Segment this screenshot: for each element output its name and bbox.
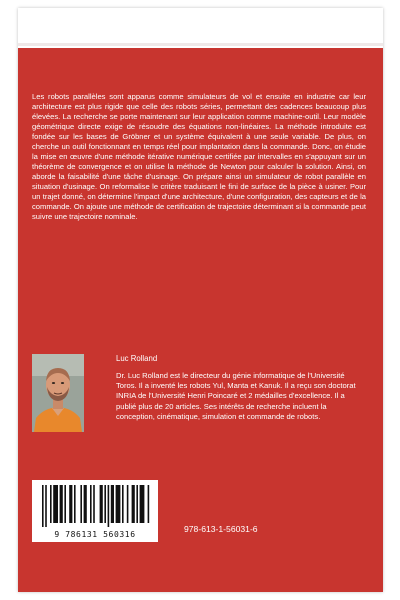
abstract-text: Les robots parallèles sont apparus comme simulateurs de vol et ensuite en industrie car leur architecture est plus rigide que celle des robots séries, permettant des cadences beaucoup plus élevées. La recherche se porte maintenant sur leur application comme machine-outil. Leur modèle géométrique directe exige de résoudre des équations non-linéaires. La méthode introduite est fondée sur les bases de Gröbner et un système équivalent à une seule variable. De plus, on cherche un outil fonctionnant en temps réel pour implantation dans la commande. Donc, on étudie la mise en œuvre d'une méthode itérative numérique certifiée par intervalles en s'appuyant sur un théorème de convergence et on utilise la méthode de Newton pour calculer la solution. Ainsi, on aborde la faisabilité d'une tâche d'usinage. On prépare ainsi un simulateur de robot parallèle en situation d'usinage. On reformalise le critère traduisant le fini de surface de la pièce à usiner. Pour un trajet donné, on détermine l'impact d'une architecture, d'une configuration, des capteurs et de la commande. On ajoute une méthode de certification de trajectoire déterminant si la commande peut suivre une trajectoire nominale. xyxy=(32,92,366,221)
top-white-band xyxy=(18,8,383,48)
barcode-bar xyxy=(84,485,87,523)
barcode-bar xyxy=(127,485,129,523)
isbn-number: 978-613-1-56031-6 xyxy=(184,524,258,534)
barcode-bar xyxy=(74,485,76,523)
back-cover xyxy=(18,8,383,592)
barcode-bar xyxy=(45,485,47,527)
barcode-bar xyxy=(64,485,66,523)
barcode xyxy=(32,480,158,542)
author-bio: Dr. Luc Rolland est le directeur du génie informatique de l'Université Toros. Il a inventé les robots Yul, Manta et Kanuk. Il a reçu son doctorat INRIA de l'Université Henri Poincaré et 2 médailles d'excellence. Il a publié plus de 20 articles. Ses intérêts de recherche incluent la conception, cinématique, simulation et commande de robots. xyxy=(116,371,356,421)
barcode-bar xyxy=(148,485,150,523)
barcode-bar xyxy=(132,485,135,523)
barcode-bars xyxy=(40,485,150,527)
barcode-bar xyxy=(116,485,121,523)
barcode-bar xyxy=(80,485,82,523)
top-band-strip xyxy=(18,43,383,46)
barcode-bar xyxy=(93,485,95,523)
barcode-bar xyxy=(100,485,103,523)
barcode-bar xyxy=(108,485,110,527)
barcode-bar xyxy=(140,485,145,523)
barcode-bar xyxy=(50,485,52,523)
barcode-bar xyxy=(136,485,138,523)
barcode-bar xyxy=(60,485,63,523)
author-photo xyxy=(32,354,84,432)
barcode-bar xyxy=(111,485,114,523)
barcode-bar xyxy=(53,485,58,523)
author-portrait xyxy=(32,354,84,432)
barcode-bar xyxy=(104,485,106,523)
author-name: Luc Rolland xyxy=(116,354,158,363)
barcode-bar xyxy=(122,485,124,523)
barcode-bar xyxy=(42,485,44,527)
barcode-digits: 9 786131 560316 xyxy=(54,530,136,539)
barcode-bar xyxy=(90,485,92,523)
barcode-bar xyxy=(69,485,72,523)
